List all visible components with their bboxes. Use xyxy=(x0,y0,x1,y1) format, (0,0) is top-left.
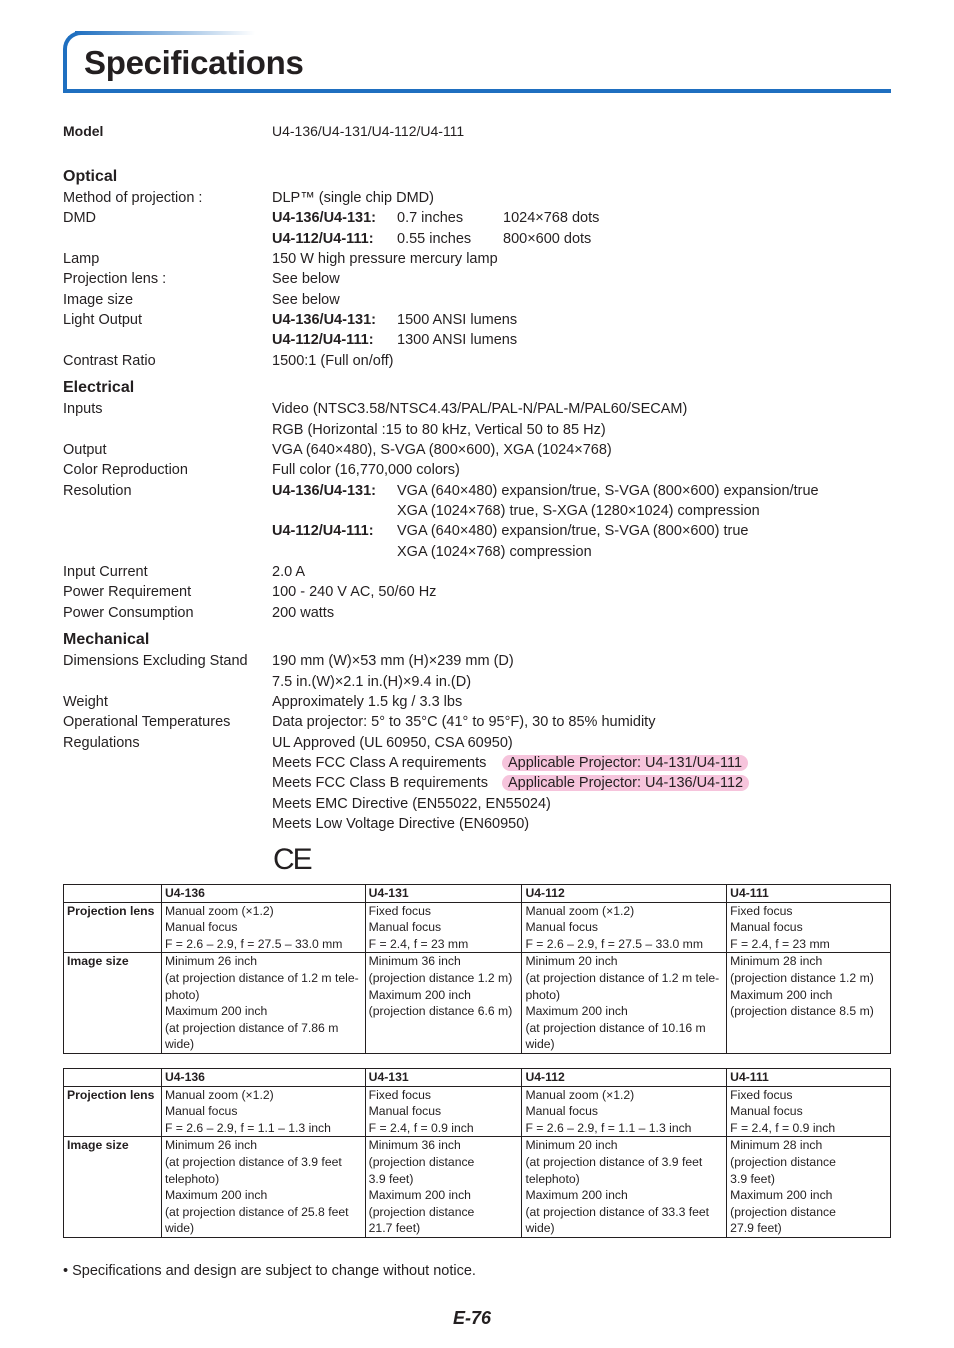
color-value: Full color (16,770,000 colors) xyxy=(272,462,460,478)
table-cell: Manual zoom (×1.2) Manual focus F = 2.6 – 2.9, f = 1.1 – 1.3 inch xyxy=(161,1086,365,1137)
section-electrical: Electrical xyxy=(63,379,135,396)
table-cell: Minimum 28 inch (projection distance 3.9 feet) Maximum 200 inch (projection distance 27.9 feet) xyxy=(727,1137,891,1238)
table-cell: Manual zoom (×1.2) Manual focus F = 2.6 – 2.9, f = 27.5 – 33.0 mm xyxy=(522,902,727,953)
row-header: Projection lens xyxy=(64,902,162,953)
dmd-size-2: 0.55 inches xyxy=(397,231,472,247)
spec-table-imperial xyxy=(63,1068,891,1238)
table-cell: Minimum 26 inch (at projection distance of 3.9 feet telephoto) Maximum 200 inch (at projection distance of 25.8 feet wide) xyxy=(161,1137,365,1238)
output-label: Output xyxy=(63,442,107,458)
power-cons-value: 200 watts xyxy=(272,605,335,621)
spec-table-metric xyxy=(63,884,891,1054)
light-label: Light Output xyxy=(63,312,142,328)
image-size-label: Image size xyxy=(63,292,134,308)
table-header-cell: U4-131 xyxy=(365,1069,522,1087)
model-label: Model xyxy=(63,123,104,139)
dims-label: Dimensions Excluding Stand xyxy=(63,653,248,669)
resolution-model-1: U4-136/U4-131: xyxy=(272,483,376,499)
table-header-cell: U4-112 xyxy=(522,885,727,903)
temps-value: Data projector: 5° to 35°C (41° to 95°F), 30 to 85% humidity xyxy=(272,714,656,730)
section-mechanical: Mechanical xyxy=(63,631,150,648)
dmd-model-1: U4-136/U4-131: xyxy=(272,210,376,226)
resolution-1-line-1: VGA (640×480) expansion/true, S-VGA (800×600) expansion/true xyxy=(397,483,819,499)
power-req-value: 100 - 240 V AC, 50/60 Hz xyxy=(272,584,437,600)
table-cell: Minimum 36 inch (projection distance 3.9 feet) Maximum 200 inch (projection distance 21.7 feet) xyxy=(365,1137,522,1238)
table-header-cell: U4-112 xyxy=(522,1069,727,1087)
power-req-label: Power Requirement xyxy=(63,584,192,600)
regs-value-3: Meets FCC Class B requirements xyxy=(272,775,488,791)
regs-note-class-a: Applicable Projector: U4-131/U4-111 xyxy=(502,755,748,771)
table-cell: Minimum 20 inch (at projection distance of 3.9 feet telephoto) Maximum 200 inch (at projection distance of 33.3 feet wide) xyxy=(522,1137,727,1238)
weight-value: Approximately 1.5 kg / 3.3 lbs xyxy=(272,694,463,710)
dims-value-2: 7.5 in.(W)×2.1 in.(H)×9.4 in.(D) xyxy=(272,674,472,690)
table-cell: Fixed focus Manual focus F = 2.4, f = 23 mm xyxy=(365,902,522,953)
table-header-cell: U4-111 xyxy=(727,885,891,903)
light-model-2: U4-112/U4-111: xyxy=(272,332,374,348)
light-value-1: 1500 ANSI lumens xyxy=(397,312,518,328)
temps-label: Operational Temperatures xyxy=(63,714,231,730)
table-cell: Minimum 26 inch (at projection distance of 1.2 m tele- photo) Maximum 200 inch (at projection distance of 7.86 m wide) xyxy=(161,953,365,1054)
method-label: Method of projection : xyxy=(63,190,203,206)
table-cell: Minimum 36 inch (projection distance 1.2 m) Maximum 200 inch (projection distance 6.6 m) xyxy=(365,953,522,1054)
model-value: U4-136/U4-131/U4-112/U4-111 xyxy=(272,123,465,139)
dmd-dots-1: 1024×768 dots xyxy=(503,210,600,226)
table-cell: Manual zoom (×1.2) Manual focus F = 2.6 – 2.9, f = 1.1 – 1.3 inch xyxy=(522,1086,727,1137)
dims-value-1: 190 mm (W)×53 mm (H)×239 mm (D) xyxy=(272,653,514,669)
page-number: E-76 xyxy=(453,1308,492,1328)
image-size-value: See below xyxy=(272,292,340,308)
method-value: DLP™ (single chip DMD) xyxy=(272,190,434,206)
inputs-label: Inputs xyxy=(63,401,103,417)
ce-mark-logo: CE xyxy=(273,843,311,876)
color-label: Color Reproduction xyxy=(63,462,188,478)
resolution-2-line-1: VGA (640×480) expansion/true, S-VGA (800×600) true xyxy=(397,523,749,539)
row-header: Image size xyxy=(64,1137,162,1238)
table-row xyxy=(64,902,891,953)
table-header-cell: U4-131 xyxy=(365,885,522,903)
lamp-value: 150 W high pressure mercury lamp xyxy=(272,251,498,267)
output-value: VGA (640×480), S-VGA (800×600), XGA (1024×768) xyxy=(272,442,612,458)
current-value: 2.0 A xyxy=(272,564,306,580)
contrast-value: 1500:1 (Full on/off) xyxy=(272,353,394,369)
regs-value-4: Meets EMC Directive (EN55022, EN55024) xyxy=(272,796,551,812)
table-header-row xyxy=(64,1069,891,1087)
footnote: • Specifications and design are subject to change without notice. xyxy=(63,1263,476,1279)
dmd-model-2: U4-112/U4-111: xyxy=(272,231,374,247)
regs-value-2: Meets FCC Class A requirements xyxy=(272,755,487,771)
header-frame-mask xyxy=(255,31,895,36)
resolution-model-2: U4-112/U4-111: xyxy=(272,523,374,539)
table-cell: Minimum 20 inch (at projection distance of 1.2 m tele- photo) Maximum 200 inch (at projection distance of 10.16 m wide) xyxy=(522,953,727,1054)
section-optical: Optical xyxy=(63,168,118,185)
resolution-2-line-2: XGA (1024×768) compression xyxy=(397,544,592,560)
table-header-cell xyxy=(64,885,162,903)
dmd-label: DMD xyxy=(63,210,97,226)
row-header: Projection lens xyxy=(64,1086,162,1137)
power-cons-label: Power Consumption xyxy=(63,605,194,621)
lamp-label: Lamp xyxy=(63,251,100,267)
table-header-cell xyxy=(64,1069,162,1087)
current-label: Input Current xyxy=(63,564,148,580)
regs-label: Regulations xyxy=(63,735,140,751)
contrast-label: Contrast Ratio xyxy=(63,353,156,369)
regs-value-5: Meets Low Voltage Directive (EN60950) xyxy=(272,816,530,832)
table-row xyxy=(64,1137,891,1238)
table-cell: Fixed focus Manual focus F = 2.4, f = 0.9 inch xyxy=(727,1086,891,1137)
table-header-cell: U4-111 xyxy=(727,1069,891,1087)
row-header: Image size xyxy=(64,953,162,1054)
light-model-1: U4-136/U4-131: xyxy=(272,312,376,328)
resolution-label: Resolution xyxy=(63,483,132,499)
regs-value-1: UL Approved (UL 60950, CSA 60950) xyxy=(272,735,513,751)
page-title: Specifications xyxy=(84,44,304,81)
lens-value: See below xyxy=(272,271,340,287)
table-header-row xyxy=(64,885,891,903)
table-cell: Manual zoom (×1.2) Manual focus F = 2.6 – 2.9, f = 27.5 – 33.0 mm xyxy=(161,902,365,953)
dmd-dots-2: 800×600 dots xyxy=(503,231,592,247)
table-cell: Minimum 28 inch (projection distance 1.2 m) Maximum 200 inch (projection distance 8.5 m) xyxy=(727,953,891,1054)
table-row xyxy=(64,953,891,1054)
table-header-cell: U4-136 xyxy=(161,1069,365,1087)
light-value-2: 1300 ANSI lumens xyxy=(397,332,518,348)
dmd-size-1: 0.7 inches xyxy=(397,210,464,226)
lens-label: Projection lens : xyxy=(63,271,167,287)
weight-label: Weight xyxy=(63,694,108,710)
table-cell: Fixed focus Manual focus F = 2.4, f = 0.9 inch xyxy=(365,1086,522,1137)
regs-note-class-b: Applicable Projector: U4-136/U4-112 xyxy=(502,775,749,791)
table-cell: Fixed focus Manual focus F = 2.4, f = 23 mm xyxy=(727,902,891,953)
table-header-cell: U4-136 xyxy=(161,885,365,903)
inputs-value-2: RGB (Horizontal :15 to 80 kHz, Vertical 50 to 85 Hz) xyxy=(272,422,606,438)
resolution-1-line-2: XGA (1024×768) true, S-XGA (1280×1024) compression xyxy=(397,503,760,519)
header-frame-fade xyxy=(75,31,255,35)
inputs-value-1: Video (NTSC3.58/NTSC4.43/PAL/PAL-N/PAL-M/PAL60/SECAM) xyxy=(272,401,688,417)
table-row xyxy=(64,1086,891,1137)
